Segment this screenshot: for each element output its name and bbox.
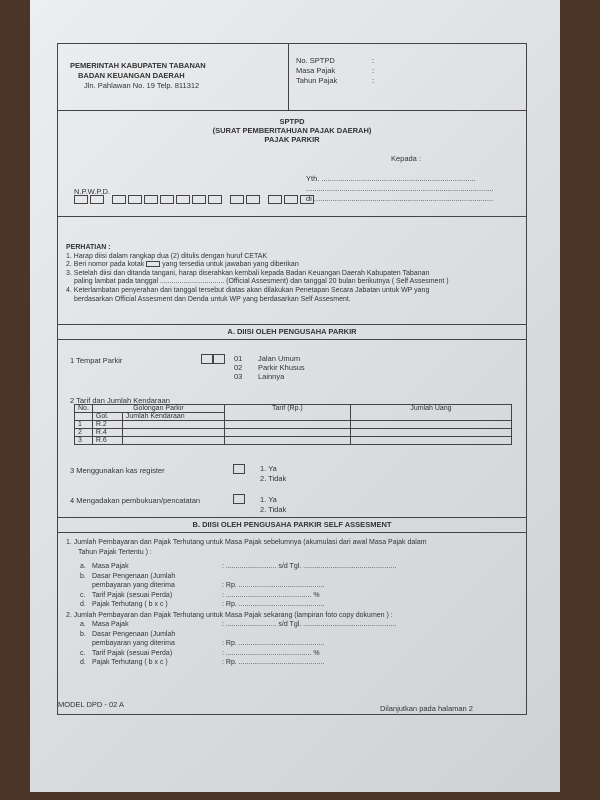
row-no: 2 — [75, 429, 93, 437]
q1-label: 1 Tempat Parkir — [70, 356, 123, 365]
pajak-terhutang-field[interactable]: : Rp. ............................................ — [222, 659, 325, 666]
jumlah-kendaraan-cell[interactable] — [122, 429, 224, 437]
table-row[interactable] — [75, 421, 512, 429]
item-label: Tarif Pajak (sesuai Perda) — [92, 649, 173, 657]
recipient-fields[interactable] — [306, 174, 494, 204]
issuer-block — [70, 61, 206, 91]
option-label: Parkir Khusus — [258, 363, 305, 372]
jumlah-uang-cell[interactable] — [350, 437, 511, 445]
q4-label: 4 Mengadakan pembukuan/pencatatan — [70, 496, 201, 505]
perhatian-item: yang tersedia untuk jawaban yang diberikan — [162, 261, 299, 269]
item-key: c. — [80, 591, 86, 599]
issuer-address: Jln. Pahlawan No. 19 Telp. 811312 — [84, 81, 200, 90]
form-title — [58, 117, 526, 144]
option-yes: 1. Ya — [260, 464, 277, 473]
b-q1: 1. Jumlah Pembayaran dan Pajak Terhutang untuk Masa Pajak sebelumnya (akumulasi dari awal Masa Pajak dalam — [66, 539, 427, 546]
issuer-line2: BADAN KEUANGAN DAERAH — [78, 71, 185, 80]
perhatian-item: 1. Harap diisi dalam rangkap dua (2) ditulis dengan huruf CETAK — [66, 252, 268, 260]
q1-boxes[interactable] — [201, 354, 225, 364]
npwpd-label: N.P.W.P.D. — [74, 187, 110, 196]
q1-options — [234, 354, 305, 381]
document-page — [30, 0, 560, 792]
pajak-terhutang-field[interactable]: : Rp. ............................................ — [222, 601, 325, 608]
tarif-cell[interactable] — [224, 421, 350, 429]
npwpd-boxes[interactable] — [74, 195, 314, 204]
colon: : — [372, 76, 375, 85]
title-full: (SURAT PEMBERITAHUAN PAJAK DAERAH) — [212, 126, 372, 135]
option-no: 2. Tidak — [260, 505, 287, 514]
row-no: 3 — [75, 437, 93, 445]
perhatian-item: paling lambat pada tanggal ................................. (Official Assesment) dan tanggal 20 bulan berikutnya ( Self Assesment ) — [74, 278, 449, 286]
q2-label: 2 Tarif dan Jumlah Kendaraan — [70, 396, 170, 405]
row-no: 1 — [75, 421, 93, 429]
item-key: b. — [80, 630, 86, 638]
item-label: Masa Pajak — [92, 621, 129, 628]
dasar-pengenaan-field[interactable]: : Rp. ............................................ — [222, 640, 325, 647]
masa-pajak-label: Masa Pajak — [296, 66, 336, 75]
row-gol: R.4 — [92, 429, 122, 437]
perhatian-title: PERHATIAN : — [66, 244, 111, 251]
tarif-cell[interactable] — [224, 437, 350, 445]
option-label: Lainnya — [258, 372, 285, 381]
q4-options — [260, 495, 286, 515]
tarif-pajak-field[interactable]: : ............................................ % — [222, 591, 320, 599]
dasar-pengenaan-field[interactable]: : Rp. ............................................ — [222, 582, 325, 589]
colon: : — [372, 66, 375, 75]
q3-label: 3 Menggunakan kas register — [70, 466, 165, 475]
tahun-pajak-label: Tahun Pajak — [296, 76, 338, 85]
item-key: b. — [80, 572, 86, 580]
model-code: MODEL DPD - 02 A — [58, 700, 124, 709]
item-key: c. — [80, 649, 86, 657]
yth-field[interactable]: Yth. .......................................................................... — [306, 174, 476, 183]
section-b-body — [66, 538, 427, 668]
row-gol: R.6 — [92, 437, 122, 445]
item-label: Pajak Terhutang ( b x c ) — [92, 659, 168, 666]
colon: : — [372, 56, 375, 65]
jumlah-uang-cell[interactable] — [350, 421, 511, 429]
col-golongan: Golongan Parkir — [92, 405, 224, 413]
sptpd-form — [57, 43, 527, 715]
title-sptpd: SPTPD — [279, 117, 305, 126]
kepada-label: Kepada : — [391, 154, 422, 163]
jumlah-kendaraan-cell[interactable] — [122, 437, 224, 445]
table-row[interactable] — [75, 429, 512, 437]
masa-pajak-field[interactable]: : .......................... s/d Tgl. ................................................ — [222, 621, 397, 628]
q4-checkbox[interactable] — [233, 494, 245, 504]
option-yes: 1. Ya — [260, 495, 277, 504]
col-jumlah-kendaraan: Jumlah Kendaraan — [122, 413, 224, 421]
sptpd-meta — [296, 56, 374, 86]
col-tarif: Tarif (Rp.) — [224, 405, 350, 421]
jumlah-kendaraan-cell[interactable] — [122, 421, 224, 429]
perhatian-item: 3. Setelah diisi dan ditanda tangani, harap diserahkan kembali kepada Badan Keuangan Daerah Kabupaten Tabanan — [66, 269, 430, 277]
item-label: pembayaran yang diterima — [92, 640, 175, 647]
item-key: d. — [80, 659, 86, 666]
item-key: a. — [80, 621, 86, 628]
item-key: a. — [80, 563, 86, 570]
col-jumlah-uang: Jumlah Uang — [350, 405, 511, 421]
item-label: Masa Pajak — [92, 563, 129, 570]
perhatian-item: berdasarkan Official Assesment dan Denda untuk WP yang berdasarkan Self Assesment. — [74, 295, 351, 303]
option-no: 2. Tidak — [260, 474, 287, 483]
title-type: PAJAK PARKIR — [264, 135, 320, 144]
b-q1-cont: Tahun Pajak Tertentu ) : — [78, 548, 152, 556]
item-key: d. — [80, 601, 86, 608]
issuer-line1: PEMERINTAH KABUPATEN TABANAN — [70, 61, 206, 70]
perhatian-block — [66, 244, 449, 304]
option-code: 01 — [234, 354, 243, 363]
q3-options — [260, 464, 286, 484]
item-label: Dasar Pengenaan (Jumlah — [92, 572, 176, 580]
item-label: Tarif Pajak (sesuai Perda) — [92, 591, 173, 599]
jumlah-uang-cell[interactable] — [350, 429, 511, 437]
option-code: 02 — [234, 363, 243, 372]
b-q2: 2. Jumlah Pembayaran dan Pajak Terhutang untuk Masa Pajak sekarang (lampiran foto copy dokumen ) : — [66, 611, 393, 619]
tarif-pajak-field[interactable]: : ............................................ % — [222, 649, 320, 657]
section-a-title: A. DIISI OLEH PENGUSAHA PARKIR — [227, 327, 357, 336]
row-gol: R.2 — [92, 421, 122, 429]
address-field[interactable]: .......................................................................................... — [306, 184, 494, 193]
tarif-table — [74, 404, 512, 445]
q3-checkbox[interactable] — [233, 464, 245, 474]
tarif-cell[interactable] — [224, 429, 350, 437]
section-b-title: B. DIISI OLEH PENGUSAHA PARKIR SELF ASSESMENT — [192, 520, 392, 529]
perhatian-item: 4. Keterlambatan penyerahan dari tanggal tersebut diatas akan dilakukan Penetapan Secara Jabatan untuk WP yang — [66, 286, 430, 294]
perhatian-item: 2. Beri nomor pada kotak — [66, 261, 145, 269]
di-field[interactable]: di ...................................................................................... — [306, 194, 494, 203]
masa-pajak-field[interactable]: : .......................... s/d Tgl. ................................................ — [222, 563, 397, 570]
col-no: No. — [75, 405, 93, 413]
item-label: pembayaran yang diterima — [92, 582, 175, 589]
item-label: Dasar Pengenaan (Jumlah — [92, 630, 176, 638]
col-gol: Gol. — [92, 413, 122, 421]
option-code: 03 — [234, 372, 243, 381]
item-label: Pajak Terhutang ( b x c ) — [92, 601, 168, 608]
continued-note: Dilanjutkan pada halaman 2 — [380, 704, 473, 713]
option-label: Jalan Umum — [258, 354, 301, 363]
table-row[interactable] — [75, 437, 512, 445]
no-sptpd-label: No. SPTPD — [296, 56, 335, 65]
